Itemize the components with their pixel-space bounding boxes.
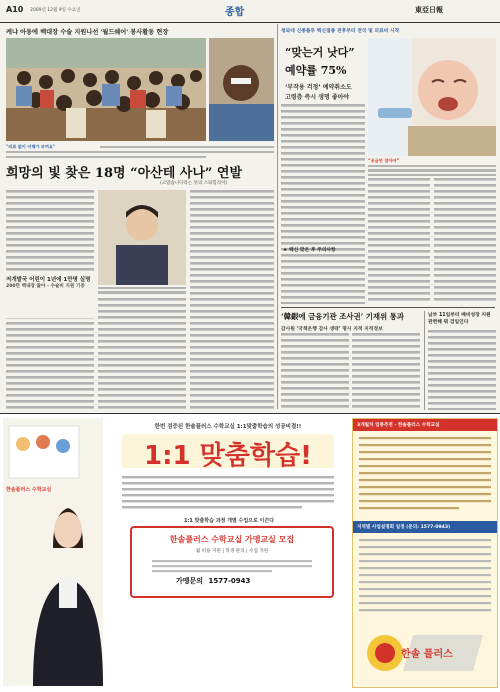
ad-teacher-panel: [3, 418, 103, 686]
box-head: 저개발국 어린이 1년에 1만명 실명: [6, 277, 91, 283]
story2-kicker: 청와대 신종플루 백신접종 전후부터 전국 및 의료비 시작: [281, 29, 400, 34]
franchise-box-title: 한솔플러스 수학교실 가맹교실 모집: [169, 535, 295, 544]
issue-date: 2009년 12월 9일 수요일: [30, 8, 81, 13]
ad-side-panel: [352, 418, 498, 688]
ad-main-title: 1:1 맞춤학습!: [144, 441, 312, 471]
franchise-box-lines: [152, 558, 312, 572]
franchise-phone-row: [176, 576, 250, 586]
phone-label: 가맹문의: [176, 577, 204, 585]
franchise-box-body: 월 비용 지원 | 학생 관리 | 수업 지원: [195, 549, 269, 554]
caption-line: [6, 156, 206, 158]
ad-left-brand: 한솔플러스 수학교실: [6, 487, 52, 493]
story1-subhead: (고맙습니다라는 뜻의 스와힐리어): [160, 181, 228, 186]
advertisement[interactable]: [0, 413, 500, 692]
caption-line: [6, 151, 274, 153]
column-divider: [277, 24, 278, 409]
story1-headline: 희망의 빛 찾은 18명 “아산테 사나” 연발: [6, 166, 243, 181]
column-divider: [424, 311, 425, 410]
volunteer-portrait-photo: [98, 190, 186, 285]
ad-side-title: 3개월차 업종추천 - 한솔플러스 수학교실: [357, 423, 440, 428]
newspaper-logo: 東亞日報: [415, 5, 443, 14]
ad-side-list2: [359, 537, 491, 617]
divider: [281, 307, 495, 308]
story2-box-head: ★ 백신 맞은 후 주의사항: [283, 248, 336, 253]
caption-head: "의료 없이 이해가 보여요": [6, 144, 56, 149]
eye-surgery-photo: [209, 38, 274, 141]
masthead: [0, 0, 500, 23]
story2-body-col2: [368, 178, 430, 304]
caption-head: “조금만 참아야”: [368, 158, 400, 163]
phone-number: 1577-0943: [208, 577, 251, 585]
story3-side-headline: 남부 11일부터 배비성장 지원 관련해 뭐 검일인다: [428, 313, 491, 325]
crying-baby-photo: [368, 38, 496, 156]
kenya-children-photo: [6, 38, 206, 141]
story2-headline-a: “맞는거 낫다”: [285, 46, 355, 59]
box-subhead: 200만 백내장 앓아 - 수술비 지원 기증: [6, 284, 85, 289]
portrait-caption: [98, 286, 186, 294]
page-number: A10: [6, 5, 24, 14]
story3-sub: 감사원 ‘국책은행 감사 생략’ 명시 지적 지적정보: [281, 327, 383, 332]
story1-body-col1: [6, 190, 94, 410]
story2-photo-caption: [368, 158, 496, 176]
ad-lead: 한번 검증된 한솔플러스 수학교실 1:1맞춤학습의 성공비결!!: [154, 424, 302, 430]
franchise-box[interactable]: [130, 526, 334, 598]
ad-side-list1: [359, 435, 491, 517]
story2-sub1: ‘부작용 걱정’ 예약취소도: [285, 84, 352, 91]
story2-body-col3: [434, 178, 496, 304]
caption-line: [100, 146, 274, 148]
story1-body-col2: [98, 298, 186, 410]
story2-body-col1: [281, 104, 365, 304]
story3-body-col1: [281, 333, 349, 410]
story1-kicker: 케냐 아동에 백대장 수술 지원나선 '월드쉐어' 봉사활동 현장: [6, 29, 169, 36]
story2-headline-b: 예약률 75%: [285, 64, 347, 77]
ad-points: 1:1 맞춤학습 과정 개별 수업으로 이끈다: [183, 518, 275, 524]
section-title: 종합: [225, 7, 245, 18]
story1-body-col3: [190, 190, 274, 410]
story3-headline: ‘韓銀에 금융기관 조사권’ 기재위 통과: [281, 312, 405, 321]
ad-logo-text: 한솔 플러스: [401, 649, 453, 660]
story2-sub2: 고령층 즉시 생명 좋아야: [285, 94, 350, 101]
story3-side-body: [428, 330, 496, 410]
story3-body-col2: [352, 333, 420, 410]
ad-side-title2: 지역별 사업설명회 일정 (문의: 1577-0943): [357, 525, 451, 530]
